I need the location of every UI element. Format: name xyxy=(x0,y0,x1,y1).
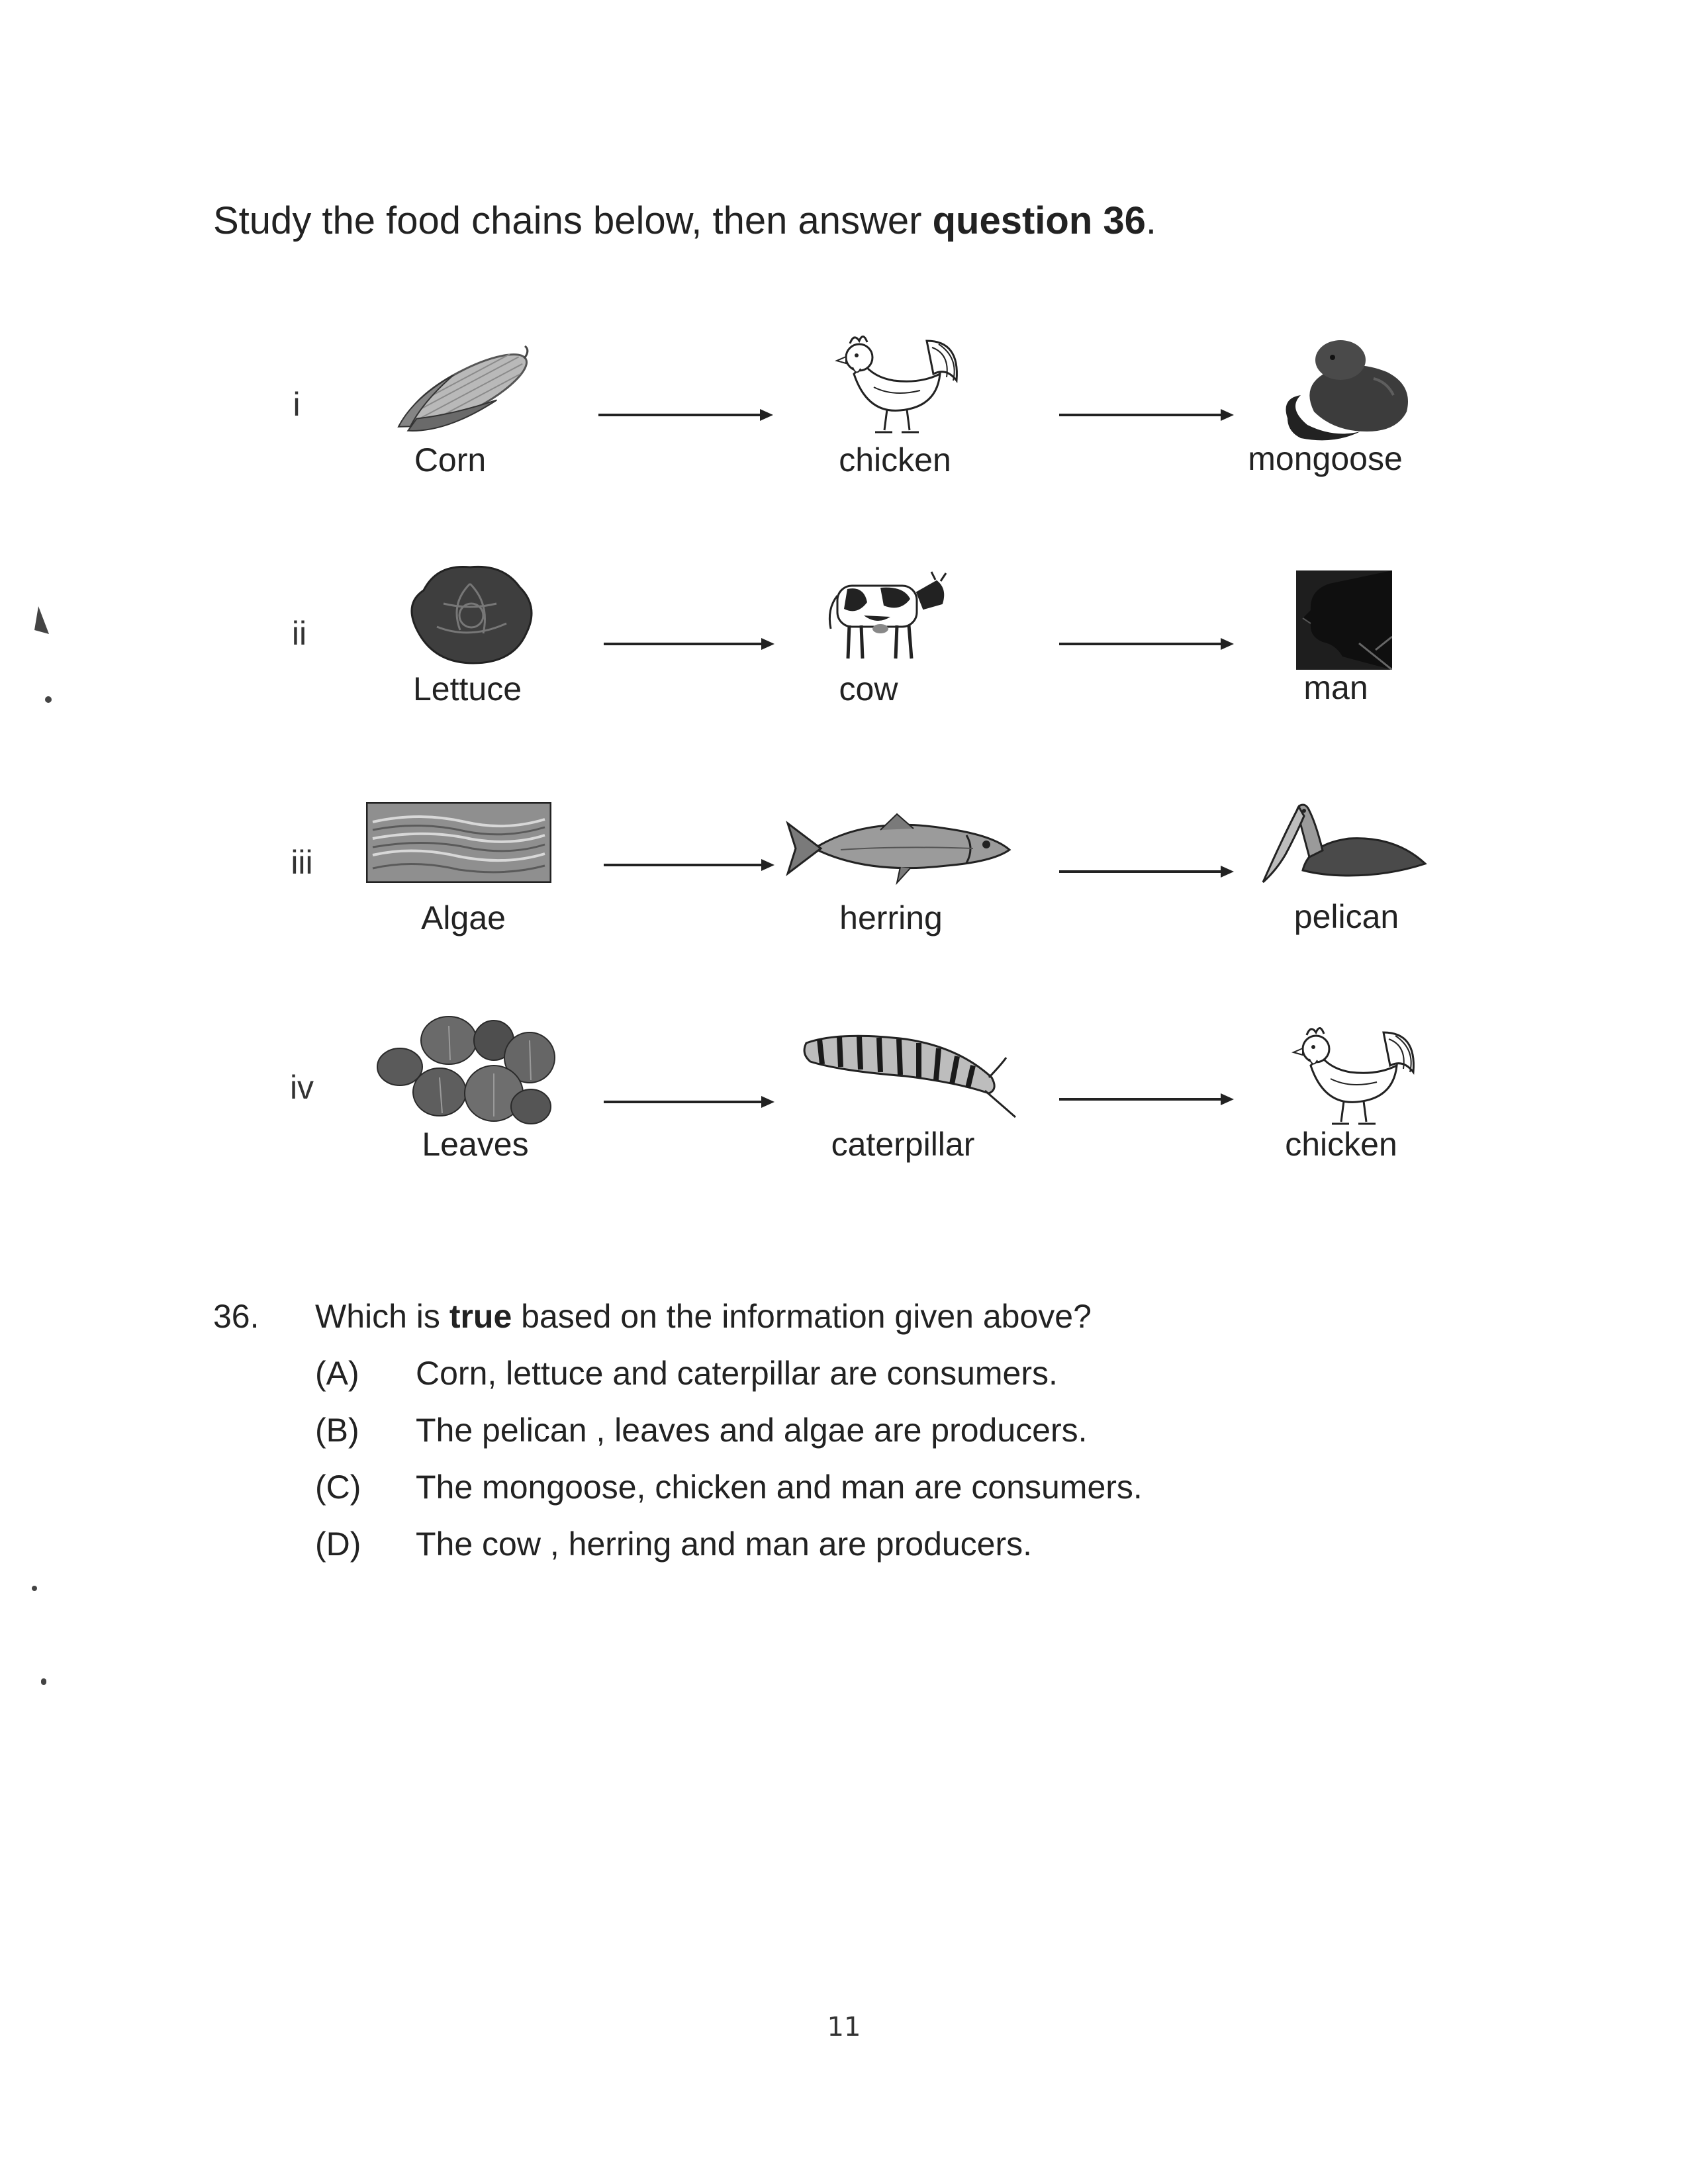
organism-label-chicken: chicken xyxy=(839,441,951,478)
chain-numeral-iv: iv xyxy=(289,1069,314,1106)
option-letter-d: (D) xyxy=(315,1525,361,1563)
arrow-icon xyxy=(597,405,774,425)
mongoose-icon xyxy=(1274,332,1420,441)
cow-icon xyxy=(818,563,950,668)
question-number: 36. xyxy=(213,1298,259,1335)
option-letter-a: (A) xyxy=(315,1355,359,1392)
caterpillar-icon xyxy=(800,1024,1017,1118)
instruction-prefix: Study the food chains below, then answer xyxy=(213,199,933,242)
arrow-icon xyxy=(1058,634,1235,654)
option-letter-b: (B) xyxy=(315,1412,359,1449)
arrow-icon xyxy=(602,855,776,875)
pelican-icon xyxy=(1256,797,1429,890)
organism-label-mongoose: mongoose xyxy=(1248,440,1403,477)
option-text-a: Corn, lettuce and caterpillar are consumers. xyxy=(416,1355,1058,1392)
option-letter-c: (C) xyxy=(315,1469,361,1506)
organism-label-herring: herring xyxy=(839,899,943,936)
question-stem-suffix: based on the information given above? xyxy=(512,1298,1092,1335)
instruction-emphasis: question 36 xyxy=(932,199,1146,242)
option-text-c: The mongoose, chicken and man are consumers. xyxy=(416,1469,1143,1506)
algae-icon xyxy=(366,802,551,883)
organism-label-pelican: pelican xyxy=(1293,898,1399,935)
organism-label-lettuce: Lettuce xyxy=(412,670,522,707)
chain-numeral-i: i xyxy=(293,386,301,423)
arrow-icon xyxy=(602,634,776,654)
chicken-icon xyxy=(827,328,966,440)
corn-icon xyxy=(384,341,543,447)
page-number: 11 xyxy=(827,2012,861,2042)
chain-numeral-iii: iii xyxy=(291,844,313,881)
organism-label-caterpillar: caterpillar xyxy=(831,1126,975,1163)
organism-label-cow: cow xyxy=(839,670,898,707)
organism-label-corn: Corn xyxy=(414,441,487,478)
question-stem-prefix: Which is xyxy=(315,1298,449,1335)
arrow-icon xyxy=(602,1092,776,1112)
organism-label-leaves: Leaves xyxy=(422,1126,529,1163)
leaves-icon xyxy=(376,1014,559,1126)
scan-speck xyxy=(32,1586,37,1591)
lettuce-icon xyxy=(397,557,543,670)
organism-label-man: man xyxy=(1303,669,1368,706)
man-icon xyxy=(1296,570,1392,670)
chain-numeral-ii: ii xyxy=(291,615,307,652)
scan-speck xyxy=(45,696,52,703)
arrow-icon xyxy=(1058,405,1235,425)
organism-label-algae: Algae xyxy=(421,899,506,936)
chicken-icon xyxy=(1284,1019,1423,1132)
option-text-b: The pelican , leaves and algae are producers. xyxy=(416,1412,1088,1449)
question-stem xyxy=(315,1297,1092,1336)
scan-speck xyxy=(29,604,56,641)
herring-icon xyxy=(781,809,1013,888)
scan-speck xyxy=(41,1678,46,1685)
question-stem-emphasis: true xyxy=(449,1298,512,1335)
instruction-suffix: . xyxy=(1145,199,1157,242)
instruction-text xyxy=(213,199,1156,243)
organism-label-chicken: chicken xyxy=(1285,1126,1397,1163)
arrow-icon xyxy=(1058,1089,1235,1109)
option-text-d: The cow , herring and man are producers. xyxy=(416,1525,1033,1563)
arrow-icon xyxy=(1058,862,1235,882)
